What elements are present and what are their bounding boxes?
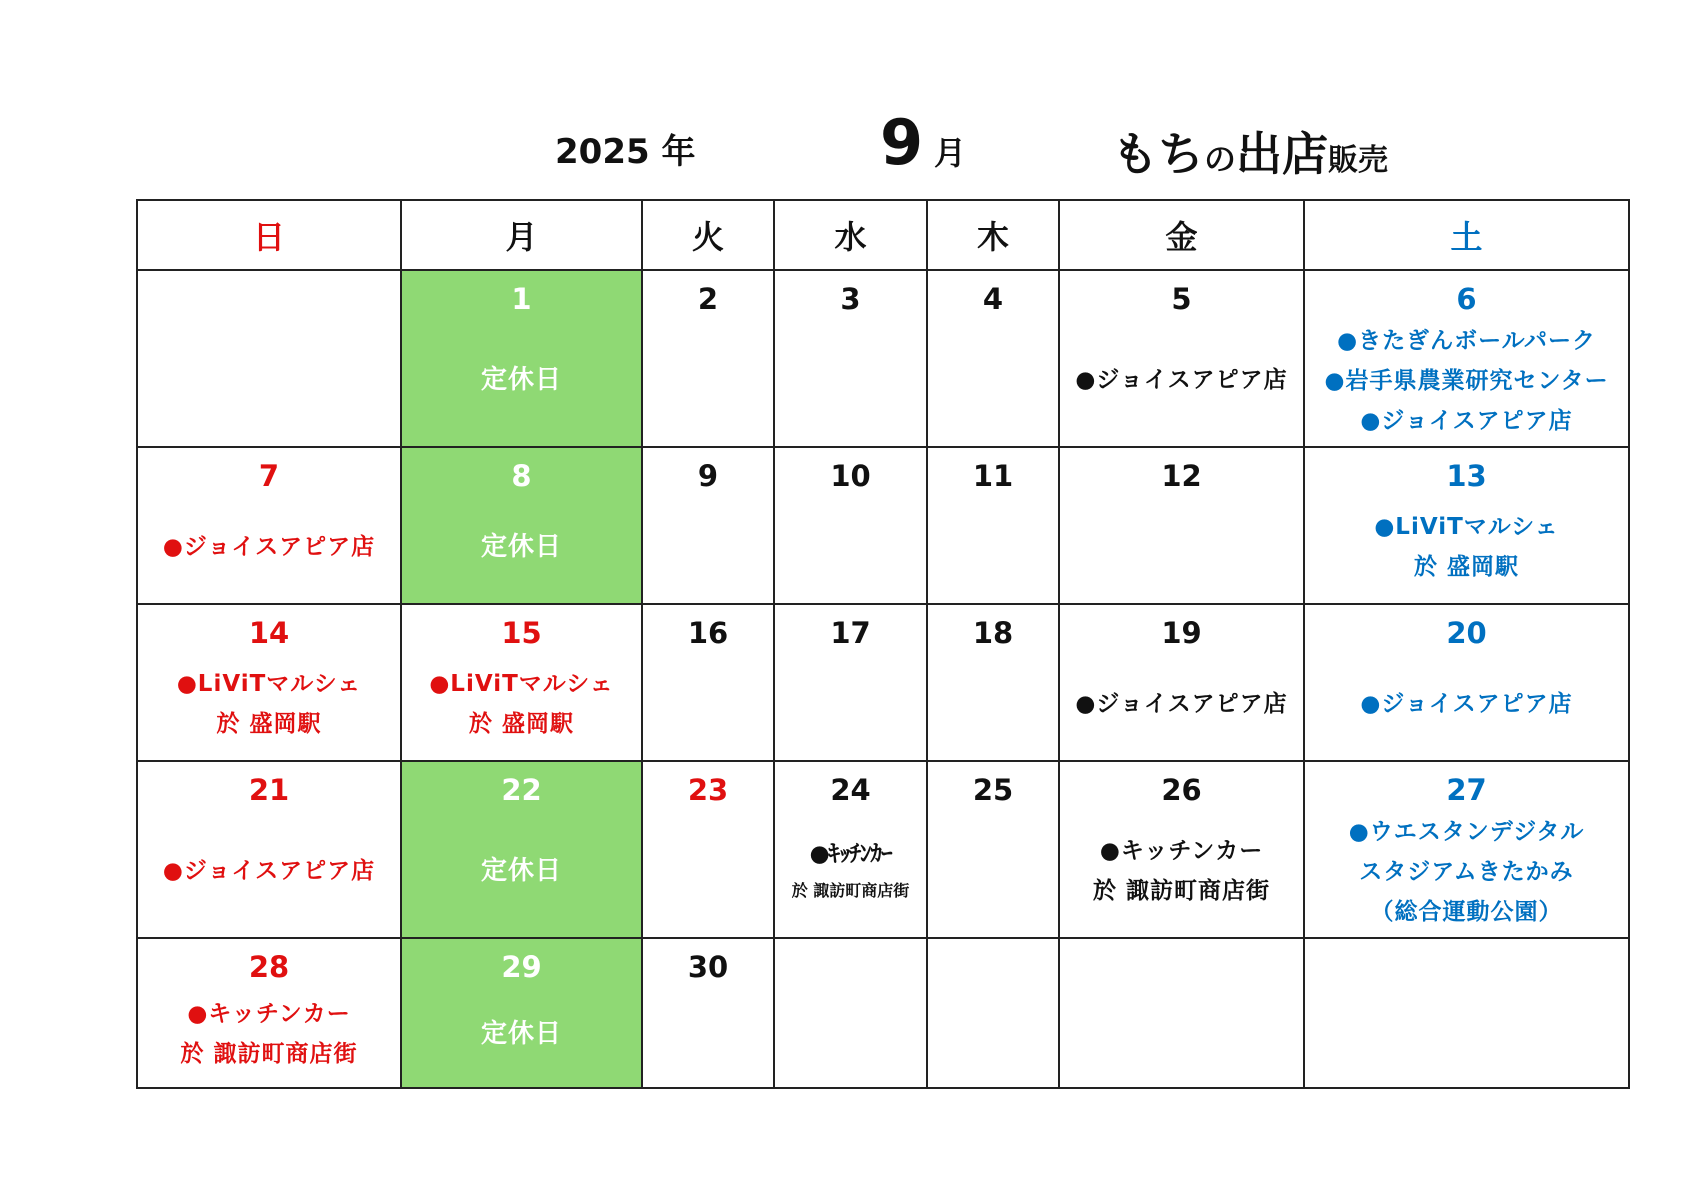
day-number: 16	[687, 616, 729, 650]
day-cell-sun	[137, 604, 401, 761]
day-number: 2	[697, 282, 719, 316]
weekday-fri: 金	[1059, 200, 1304, 270]
day-cell-mon	[401, 447, 642, 604]
day-cell-sat	[1304, 761, 1629, 938]
week-row	[137, 447, 1629, 604]
closed-day-label: 定休日	[480, 855, 562, 886]
event-list	[138, 494, 400, 599]
day-cell-fri	[1059, 761, 1304, 938]
calendar-table	[136, 199, 1630, 1089]
day-number: 6	[1456, 282, 1477, 316]
event-list	[138, 985, 400, 1083]
event-item: ●ウエスタンデジタル	[1348, 819, 1585, 845]
event-item: 於 諏訪町商店街	[1092, 877, 1270, 904]
day-cell-mon	[401, 604, 642, 761]
day-cell-wed	[774, 270, 927, 447]
day-number: 17	[830, 616, 871, 650]
day-cell-thu	[927, 938, 1059, 1088]
day-number: 11	[972, 459, 1014, 493]
event-item: （総合運動公園）	[1370, 899, 1563, 925]
day-cell-fri	[1059, 938, 1304, 1088]
event-list	[1305, 321, 1628, 442]
event-item: 於 盛岡駅	[216, 710, 322, 737]
weekday-sun: 日	[137, 200, 401, 270]
day-number: 26	[1161, 773, 1202, 807]
weekday-header-row	[137, 200, 1629, 270]
weekday-mon: 月	[401, 200, 642, 270]
day-cell-wed	[774, 938, 927, 1088]
day-cell-fri	[1059, 447, 1304, 604]
event-item: 於 諏訪町商店街	[180, 1041, 358, 1067]
day-cell-tue	[642, 270, 774, 447]
day-number: 1	[511, 282, 532, 316]
event-item: ●ジョイスアピア店	[1360, 408, 1573, 434]
closed-label-box	[402, 985, 641, 1083]
day-number: 13	[1446, 459, 1487, 493]
day-number: 18	[972, 616, 1014, 650]
week-row	[137, 604, 1629, 761]
day-cell-thu	[927, 447, 1059, 604]
weekday-tue: 火	[642, 200, 774, 270]
title-part-no: の	[1204, 140, 1237, 178]
closed-day-label: 定休日	[480, 531, 562, 562]
event-list	[1060, 317, 1303, 442]
event-list	[402, 651, 641, 756]
closed-day-label: 定休日	[480, 1019, 562, 1049]
event-item: 於 盛岡駅	[468, 710, 574, 737]
day-cell-thu	[927, 761, 1059, 938]
day-cell-wed	[774, 447, 927, 604]
day-cell-sun	[137, 270, 401, 447]
event-item: ●ジョイスアピア店	[162, 857, 376, 884]
month-unit: 月	[934, 134, 967, 172]
day-number: 7	[258, 459, 280, 493]
day-cell-thu	[927, 604, 1059, 761]
day-number: 19	[1161, 616, 1202, 650]
day-number: 29	[501, 950, 542, 984]
event-item: ●ジョイスアピア店	[1360, 690, 1573, 717]
event-item: ●ジョイスアピア店	[1075, 366, 1288, 393]
day-cell-tue	[642, 938, 774, 1088]
day-cell-mon	[401, 761, 642, 938]
day-number: 4	[982, 282, 1004, 316]
day-cell-sun	[137, 761, 401, 938]
event-item: ●LiViTマルシェ	[176, 670, 362, 697]
day-number: 9	[697, 459, 719, 493]
day-cell-tue	[642, 447, 774, 604]
title-part-shutten: 出店	[1236, 127, 1329, 181]
event-item: ●岩手県農業研究センター	[1324, 368, 1609, 394]
event-item: ●キッチンカー	[1099, 837, 1264, 864]
year-label: 2025 年	[555, 132, 696, 172]
event-item: ●LiViTマルシェ	[429, 670, 614, 697]
day-number: 27	[1446, 773, 1487, 807]
event-item: スタジアムきたかみ	[1359, 859, 1574, 885]
event-list	[1305, 812, 1628, 933]
day-number: 10	[830, 459, 871, 493]
title-part-hanbai: 販売	[1328, 143, 1389, 178]
day-cell-tue	[642, 761, 774, 938]
day-cell-thu	[927, 270, 1059, 447]
event-list	[138, 651, 400, 756]
event-list	[1060, 651, 1303, 756]
day-cell-mon	[401, 938, 642, 1088]
day-cell-tue	[642, 604, 774, 761]
event-item: ●ジョイスアピア店	[1075, 690, 1288, 717]
weekday-wed: 水	[774, 200, 927, 270]
day-cell-sat	[1304, 604, 1629, 761]
event-list	[1305, 494, 1628, 599]
day-number: 30	[687, 950, 729, 984]
day-cell-sat	[1304, 938, 1629, 1088]
week-row	[137, 761, 1629, 938]
day-cell-mon	[401, 270, 642, 447]
day-number: 12	[1161, 459, 1202, 493]
day-number: 25	[972, 773, 1014, 807]
event-item: 於 諏訪町商店街	[791, 880, 910, 900]
event-list	[1060, 808, 1303, 933]
day-number: 3	[840, 282, 861, 316]
day-number: 22	[501, 773, 542, 807]
day-number: 21	[248, 773, 290, 807]
day-cell-sat	[1304, 447, 1629, 604]
day-number: 23	[687, 773, 729, 807]
event-item: ●ジョイスアピア店	[162, 533, 376, 560]
page-title	[1112, 118, 1388, 184]
title-part-mochi: もち	[1112, 127, 1204, 181]
closed-label-box	[402, 317, 641, 442]
event-item: ●ｷｯﾁﾝｶｰ	[809, 840, 892, 867]
closed-label-box	[402, 808, 641, 933]
event-list	[138, 808, 400, 933]
day-number: 15	[501, 616, 542, 650]
day-number: 24	[830, 773, 871, 807]
day-cell-sun	[137, 938, 401, 1088]
month-number: 9	[880, 106, 924, 179]
day-cell-sat	[1304, 270, 1629, 447]
weekday-sat: 土	[1304, 200, 1629, 270]
day-number: 20	[1446, 616, 1487, 650]
closed-label-box	[402, 494, 641, 599]
event-list	[775, 808, 926, 933]
day-number: 5	[1171, 282, 1192, 316]
day-cell-fri	[1059, 604, 1304, 761]
day-number: 28	[248, 950, 290, 984]
day-cell-sun	[137, 447, 401, 604]
day-number: 14	[248, 616, 290, 650]
closed-day-label: 定休日	[480, 364, 562, 395]
day-cell-wed	[774, 604, 927, 761]
day-cell-fri	[1059, 270, 1304, 447]
event-item: ●きたぎんボールパーク	[1337, 328, 1596, 354]
event-item: ●キッチンカー	[187, 1001, 351, 1027]
event-item: ●LiViTマルシェ	[1374, 513, 1559, 540]
event-list	[1305, 651, 1628, 756]
week-row	[137, 938, 1629, 1088]
weekday-thu: 木	[927, 200, 1059, 270]
day-number: 8	[511, 459, 532, 493]
day-cell-wed	[774, 761, 927, 938]
week-row	[137, 270, 1629, 447]
event-item: 於 盛岡駅	[1413, 553, 1519, 580]
